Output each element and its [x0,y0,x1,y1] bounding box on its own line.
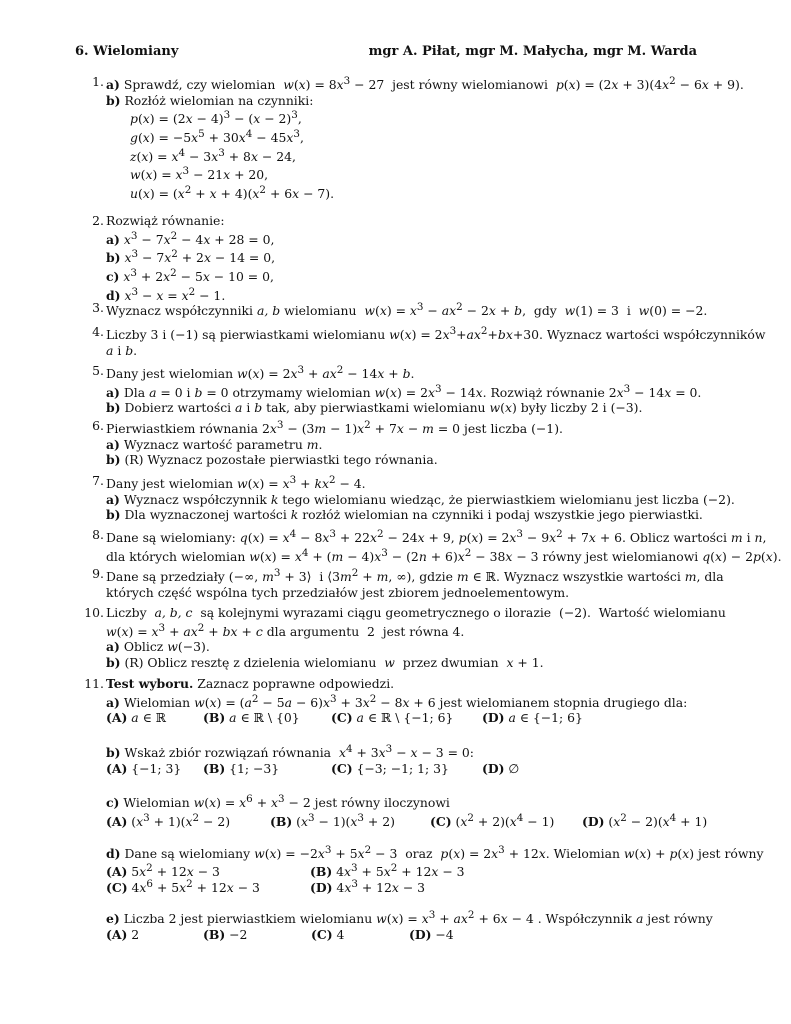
answer-option[interactable]: (C) a ∈ ℝ \ {−1; 6} [331,710,454,726]
problem-10 [84,605,726,671]
answer-option[interactable]: (D) a ∈ {−1; 6} [482,710,583,726]
problem-number: 7. [92,473,104,488]
test-question: c) Wielomian $w(x) = x^6 + x^3 - 2$ jest równy iloczynowi [106,793,450,811]
problem-number: 9. [92,566,104,581]
text-line: Dany jest wielomian $w(x) = x^3 + kx^2 - 4$. [106,474,366,492]
answer-option[interactable]: (C) {−3; −1; 1; 3} [331,760,449,776]
problem-1 [84,74,744,202]
text-line: których część wspólna tych przedziałów jest zbiorem jednoelementowym. [106,584,570,600]
answer-option[interactable]: (B) $4x^3 + 5x^2 + 12x - 3$ [310,862,465,880]
text-line: a) Dla a = 0 i b = 0 otrzymamy wielomian $w(x) = 2x^3 - 14x$. Rozwiąż równanie $2x^3 - 14x = 0$. [106,382,702,400]
answer-option[interactable]: (B) a ∈ ℝ \ {0} [203,710,300,726]
problem-number: 3. [92,300,104,315]
answer-row [106,927,702,943]
text-line: b) (R) Wyznacz pozostałe pierwiastki tego równania. [106,452,438,468]
problem-2 [84,213,702,303]
answer-option[interactable]: (A) a ∈ ℝ [106,710,167,726]
answer-row [106,877,702,893]
text-line: a i b. [106,342,138,358]
problem-4 [84,324,766,358]
problem-number: 5. [92,363,104,378]
answer-option[interactable]: (D) ∅ [482,760,520,776]
problem-5 [84,363,702,416]
text-line: c) $x^3 + 2x^2 - 5x - 10 = 0$, [106,267,274,285]
answer-option[interactable]: (D) $4x^3 + 12x - 3$ [310,877,426,895]
answer-row [106,811,708,830]
formula-line: $p(x) = (2x - 4)^3 - (x - 2)^3$, [130,109,302,127]
test-intro: Test wyboru. Zaznacz poprawne odpowiedzi. [106,676,395,691]
answer-row [106,710,702,726]
formula-line: $g(x) = -5x^5 + 30x^4 - 45x^3$, [130,128,304,146]
text-line: d) $x^3 - x = x^2 - 1$. [106,285,226,303]
authors: mgr A. Piłat, mgr M. Małycha, mgr M. Warda [368,44,697,59]
problem-number: 6. [92,418,104,433]
answer-option[interactable]: (B) −2 [203,927,248,943]
text-line: Wyznacz współczynniki a, b wielomianu $w(x) = x^3 - ax^2 - 2x + b$, gdy w(1) = 3 i w(0) = −2. [106,301,708,319]
answer-option[interactable]: (A) $5x^2 + 12x - 3$ [106,862,220,880]
chapter-title: 6. Wielomiany [75,44,179,59]
formula-line: $u(x) = (x^2 + x + 4)(x^2 + 6x - 7)$. [130,184,335,202]
problem-number: 11. [84,676,104,691]
answer-option[interactable]: (D) −4 [409,927,454,943]
text-line: $w(x) = x^3 + ax^2$ + bx + c dla argumentu 2 jest równa 4. [106,621,465,639]
problem-number: 8. [92,527,104,542]
answer-option[interactable]: (C) $4x^6 + 5x^2 + 12x - 3$ [106,877,260,895]
text-line: a) $x^3 - 7x^2 - 4x + 28 = 0$, [106,229,275,247]
answer-option[interactable]: (A) {−1; 3} [106,760,182,776]
answer-row [106,761,702,777]
answer-option[interactable]: (B) {1; −3} [203,760,280,776]
answer-option[interactable]: (A) 2 [106,927,140,943]
text-line: b) Dla wyznaczonej wartości k rozłóż wielomian na czynniki i podaj wszystkie jego pierwiastki. [106,507,703,523]
text-line: Liczby 3 i (−1) są pierwiastkami wielomianu $w(x) = 2x^3+ax^2+bx+30$. Wyznacz wartości współczynników [106,325,766,343]
test-question: b) Wskaż zbiór rozwiązań równania $x^4 + 3x^3 - x - 3 = 0$: [106,742,474,761]
answer-option[interactable]: (C) $(x^2 + 2)(x^4 - 1)$ [430,811,555,830]
text-line: b) Dobierz wartości a i b tak, aby pierwiastkami wielomianu w(x) były liczby 2 i (−3). [106,400,643,416]
formula-line: $z(x) = x^4 - 3x^3 + 8x - 24$, [130,146,296,164]
text-line: Rozwiąż równanie: [106,213,225,228]
test-question: d) Dane są wielomiany $w(x) = -2x^3 + 5x^2 - 3$ oraz $p(x) = 2x^3 + 12x$. Wielomian w(x) + p(x) jest równy [106,843,764,861]
text-line: dla których wielomian $w(x) = x^4 + (m - 4)x^3 - (2n + 6)x^2 - 38x - 3$ równy jest wielomianowi q(x) − 2p(x). [106,546,782,564]
problem-8 [84,527,782,564]
formula-line: $w(x) = x^3 - 21x + 20$, [130,165,269,183]
text-line: Dany jest wielomian $w(x) = 2x^3 + ax^2 - 14x + b$. [106,364,415,382]
answer-option[interactable]: (A) $(x^3 + 1)(x^2 - 2)$ [106,811,231,830]
problem-3 [84,300,708,319]
text-line: a) Oblicz w(−3). [106,639,210,655]
text-line: a) Sprawdź, czy wielomian $w(x) = 8x^3 - 27$ jest równy wielomianowi $p(x) = (2x + 3)(4x^2 - 6x + 9)$. [106,75,744,93]
text-line: b) Rozłóż wielomian na czynniki: [106,92,314,108]
text-line: a) Wyznacz wartość parametru m. [106,436,323,452]
answer-row [106,861,702,880]
problem-6 [84,418,702,468]
problem-9 [84,566,724,600]
problem-11 [84,676,764,943]
problem-number: 2. [92,213,104,228]
page-header [75,44,697,62]
answer-option[interactable]: (D) $(x^2 - 2)(x^4 + 1)$ [582,811,708,830]
text-line: Dane są przedziały (−∞, $m^3$ + 3⟩ i $⟨3m^2 + m$, ∞), gdzie m ∈ ℝ. Wyznacz wszystkie wartości m, dla [106,567,724,585]
answer-option[interactable]: (B) $(x^3 - 1)(x^3 + 2)$ [270,811,395,830]
test-question: a) Wielomian $w(x) = (a^2 - 5a - 6)x^3 + 3x^2 - 8x + 6$ jest wielomianem stopnia drugiego dla: [106,692,688,710]
text-line: b) (R) Oblicz resztę z dzielenia wielomianu w przez dwumian x + 1. [106,654,544,670]
problem-number: 1. [92,74,104,89]
answer-option[interactable]: (C) 4 [311,927,345,943]
problem-7 [84,473,735,523]
text-line: Pierwiastkiem równania $2x^3 - (3m - 1)x^2 + 7x - m = 0$ jest liczba (−1). [106,419,563,437]
problem-number: 10. [84,605,104,620]
problem-number: 4. [92,324,104,339]
text-line: a) Wyznacz współczynnik k tego wielomianu wiedząc, że pierwiastkiem wielomianu jest liczba (−2). [106,491,735,507]
text-line: b) $x^3 - 7x^2 + 2x - 14 = 0$, [106,248,276,266]
text-line: Dane są wielomiany: $q(x) = x^4 - 8x^3 + 22x^2 - 24x + 9$, $p(x) = 2x^3 - 9x^2 + 7x + 6$. Oblicz wartości m i n, [106,528,767,546]
text-line: Liczby a, b, c są kolejnymi wyrazami ciągu geometrycznego o ilorazie (−2). Wartość wielomianu [106,605,726,620]
test-question: e) Liczba 2 jest pierwiastkiem wielomianu $w(x) = x^3 + ax^2 + 6x - 4$ . Współczynnik a jest równy [106,909,713,927]
